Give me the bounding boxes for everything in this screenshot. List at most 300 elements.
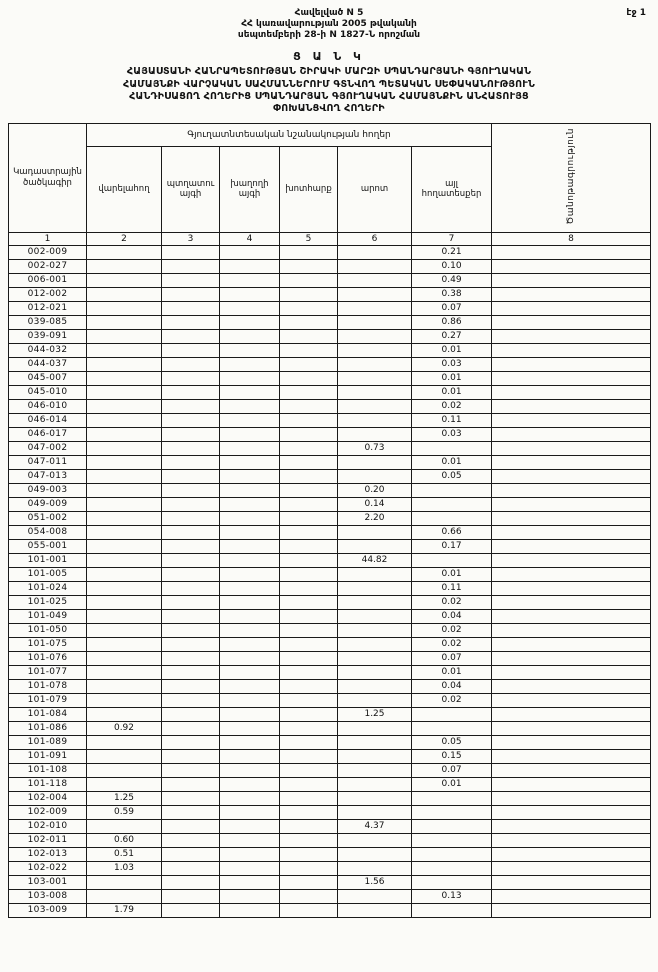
cell-arable bbox=[87, 357, 162, 371]
cell-vineyard bbox=[220, 693, 280, 707]
cell-pasture bbox=[338, 861, 412, 875]
cell-pasture: 1.25 bbox=[338, 707, 412, 721]
cell-pasture bbox=[338, 287, 412, 301]
table-row bbox=[9, 483, 651, 497]
cadastral-code-cell: 046-014 bbox=[9, 413, 87, 427]
cell-note bbox=[492, 763, 651, 777]
cell-pasture bbox=[338, 343, 412, 357]
cell-hayfield bbox=[280, 833, 338, 847]
cell-orchard bbox=[162, 329, 220, 343]
cell-note bbox=[492, 427, 651, 441]
cell-vineyard bbox=[220, 469, 280, 483]
cell-pasture bbox=[338, 315, 412, 329]
cell-orchard bbox=[162, 483, 220, 497]
cadastral-code-cell: 101-089 bbox=[9, 735, 87, 749]
cadastral-code-cell: 045-010 bbox=[9, 385, 87, 399]
cell-orchard bbox=[162, 511, 220, 525]
cell-hayfield bbox=[280, 875, 338, 889]
cell-orchard bbox=[162, 539, 220, 553]
cell-arable bbox=[87, 483, 162, 497]
cell-note bbox=[492, 511, 651, 525]
table-row bbox=[9, 721, 651, 735]
cell-vineyard bbox=[220, 777, 280, 791]
table-row bbox=[9, 469, 651, 483]
cell-pasture bbox=[338, 399, 412, 413]
cadastral-code-cell: 101-076 bbox=[9, 651, 87, 665]
cell-arable bbox=[87, 371, 162, 385]
cell-hayfield bbox=[280, 343, 338, 357]
column-number: 3 bbox=[162, 232, 220, 245]
cell-pasture bbox=[338, 777, 412, 791]
cell-vineyard bbox=[220, 623, 280, 637]
table-row bbox=[9, 427, 651, 441]
table-row bbox=[9, 273, 651, 287]
cell-arable bbox=[87, 777, 162, 791]
cell-orchard bbox=[162, 273, 220, 287]
table-row bbox=[9, 875, 651, 889]
cadastral-code-cell: 012-002 bbox=[9, 287, 87, 301]
table-row bbox=[9, 315, 651, 329]
table-row bbox=[9, 861, 651, 875]
cell-other-lands: 0.02 bbox=[412, 693, 492, 707]
cell-other-lands bbox=[412, 483, 492, 497]
cell-other-lands bbox=[412, 721, 492, 735]
cell-hayfield bbox=[280, 609, 338, 623]
cell-note bbox=[492, 483, 651, 497]
cell-orchard bbox=[162, 749, 220, 763]
column-number: 2 bbox=[87, 232, 162, 245]
table-row bbox=[9, 805, 651, 819]
table-row bbox=[9, 595, 651, 609]
cell-other-lands: 0.86 bbox=[412, 315, 492, 329]
cadastral-code-cell: 047-013 bbox=[9, 469, 87, 483]
cell-note bbox=[492, 539, 651, 553]
cell-note bbox=[492, 693, 651, 707]
cell-orchard bbox=[162, 693, 220, 707]
cadastral-code-cell: 101-091 bbox=[9, 749, 87, 763]
cell-pasture bbox=[338, 805, 412, 819]
column-number: 7 bbox=[412, 232, 492, 245]
cell-other-lands: 0.49 bbox=[412, 273, 492, 287]
cell-hayfield bbox=[280, 777, 338, 791]
cell-arable bbox=[87, 441, 162, 455]
table-header bbox=[9, 123, 651, 245]
cell-hayfield bbox=[280, 889, 338, 903]
cell-vineyard bbox=[220, 805, 280, 819]
cell-pasture bbox=[338, 637, 412, 651]
cell-orchard bbox=[162, 385, 220, 399]
cell-vineyard bbox=[220, 707, 280, 721]
table-row bbox=[9, 623, 651, 637]
cadastral-code-cell: 101-050 bbox=[9, 623, 87, 637]
table-row bbox=[9, 259, 651, 273]
cell-other-lands: 0.03 bbox=[412, 427, 492, 441]
cell-arable bbox=[87, 609, 162, 623]
cell-hayfield bbox=[280, 469, 338, 483]
cell-vineyard bbox=[220, 735, 280, 749]
cell-note bbox=[492, 315, 651, 329]
cell-note bbox=[492, 847, 651, 861]
cell-hayfield bbox=[280, 511, 338, 525]
cell-pasture: 1.56 bbox=[338, 875, 412, 889]
table-row bbox=[9, 581, 651, 595]
cell-orchard bbox=[162, 651, 220, 665]
group-header-agricultural-lands: Գյուղատնտեսական նշանակության հողեր bbox=[87, 123, 492, 146]
cell-hayfield bbox=[280, 595, 338, 609]
cell-pasture bbox=[338, 749, 412, 763]
table-row bbox=[9, 763, 651, 777]
cell-other-lands bbox=[412, 875, 492, 889]
appendix-line: ՀՀ կառավարության 2005 թվականի bbox=[241, 18, 417, 29]
cell-note bbox=[492, 329, 651, 343]
cell-vineyard bbox=[220, 315, 280, 329]
cadastral-code-cell: 039-085 bbox=[9, 315, 87, 329]
cell-hayfield bbox=[280, 497, 338, 511]
cell-pasture bbox=[338, 623, 412, 637]
table-row bbox=[9, 679, 651, 693]
cell-note bbox=[492, 455, 651, 469]
cell-note bbox=[492, 595, 651, 609]
cell-other-lands: 0.01 bbox=[412, 567, 492, 581]
cell-other-lands: 0.15 bbox=[412, 749, 492, 763]
cell-vineyard bbox=[220, 567, 280, 581]
table-row bbox=[9, 245, 651, 259]
column-number: 1 bbox=[9, 232, 87, 245]
cell-hayfield bbox=[280, 581, 338, 595]
table-row bbox=[9, 637, 651, 651]
cell-orchard bbox=[162, 735, 220, 749]
cell-other-lands bbox=[412, 553, 492, 567]
table-row bbox=[9, 651, 651, 665]
cell-pasture bbox=[338, 357, 412, 371]
cell-other-lands: 0.05 bbox=[412, 469, 492, 483]
cell-pasture bbox=[338, 413, 412, 427]
cell-hayfield bbox=[280, 903, 338, 917]
table-row bbox=[9, 385, 651, 399]
cell-note bbox=[492, 385, 651, 399]
cell-other-lands: 0.07 bbox=[412, 763, 492, 777]
cadastral-code-cell: 006-001 bbox=[9, 273, 87, 287]
cell-arable bbox=[87, 469, 162, 483]
title-caption: Ց Ա Ն Կ bbox=[293, 50, 365, 63]
cell-hayfield bbox=[280, 567, 338, 581]
cell-pasture bbox=[338, 693, 412, 707]
cell-orchard bbox=[162, 763, 220, 777]
cell-note bbox=[492, 301, 651, 315]
cell-note bbox=[492, 399, 651, 413]
cell-arable bbox=[87, 259, 162, 273]
cell-orchard bbox=[162, 777, 220, 791]
cell-orchard bbox=[162, 567, 220, 581]
cell-pasture bbox=[338, 259, 412, 273]
cell-other-lands: 0.11 bbox=[412, 413, 492, 427]
cell-other-lands: 0.27 bbox=[412, 329, 492, 343]
cadastral-code-cell: 101-084 bbox=[9, 707, 87, 721]
cell-arable bbox=[87, 763, 162, 777]
cell-orchard bbox=[162, 623, 220, 637]
cell-other-lands bbox=[412, 833, 492, 847]
cell-other-lands bbox=[412, 861, 492, 875]
cell-vineyard bbox=[220, 875, 280, 889]
cell-hayfield bbox=[280, 399, 338, 413]
cadastral-code-cell: 102-009 bbox=[9, 805, 87, 819]
cell-pasture: 2.20 bbox=[338, 511, 412, 525]
cell-pasture bbox=[338, 679, 412, 693]
table-row bbox=[9, 553, 651, 567]
table-row bbox=[9, 791, 651, 805]
cell-orchard bbox=[162, 805, 220, 819]
table-row bbox=[9, 693, 651, 707]
cell-orchard bbox=[162, 301, 220, 315]
cell-pasture bbox=[338, 609, 412, 623]
cadastral-code-cell: 101-108 bbox=[9, 763, 87, 777]
cell-orchard bbox=[162, 665, 220, 679]
cell-vineyard bbox=[220, 245, 280, 259]
table-row bbox=[9, 511, 651, 525]
cell-other-lands: 0.01 bbox=[412, 455, 492, 469]
cell-note bbox=[492, 371, 651, 385]
cell-arable bbox=[87, 385, 162, 399]
cell-vineyard bbox=[220, 637, 280, 651]
table-row bbox=[9, 609, 651, 623]
cell-hayfield bbox=[280, 315, 338, 329]
cell-orchard bbox=[162, 707, 220, 721]
cell-arable: 1.03 bbox=[87, 861, 162, 875]
cadastral-code-cell: 101-075 bbox=[9, 637, 87, 651]
cell-pasture bbox=[338, 427, 412, 441]
cell-other-lands: 0.02 bbox=[412, 399, 492, 413]
cell-other-lands bbox=[412, 903, 492, 917]
cell-vineyard bbox=[220, 833, 280, 847]
cell-pasture bbox=[338, 539, 412, 553]
cell-arable: 1.25 bbox=[87, 791, 162, 805]
cell-arable bbox=[87, 637, 162, 651]
cadastral-code-cell: 044-037 bbox=[9, 357, 87, 371]
cadastral-code-cell: 102-010 bbox=[9, 819, 87, 833]
cell-note bbox=[492, 441, 651, 455]
cell-orchard bbox=[162, 679, 220, 693]
cell-hayfield bbox=[280, 791, 338, 805]
cell-arable bbox=[87, 819, 162, 833]
cadastral-code-cell: 039-091 bbox=[9, 329, 87, 343]
cell-vineyard bbox=[220, 343, 280, 357]
cell-orchard bbox=[162, 903, 220, 917]
column-number: 6 bbox=[338, 232, 412, 245]
cell-vineyard bbox=[220, 427, 280, 441]
cell-note bbox=[492, 567, 651, 581]
table-row bbox=[9, 343, 651, 357]
cell-orchard bbox=[162, 609, 220, 623]
cell-arable bbox=[87, 315, 162, 329]
cell-vineyard bbox=[220, 441, 280, 455]
note-header-vertical-text: Ծանոթագրություն bbox=[566, 127, 577, 225]
cell-note bbox=[492, 553, 651, 567]
cell-arable bbox=[87, 875, 162, 889]
cell-orchard bbox=[162, 413, 220, 427]
table-row bbox=[9, 371, 651, 385]
table-row bbox=[9, 497, 651, 511]
cell-hayfield bbox=[280, 287, 338, 301]
cadastral-code-cell: 101-077 bbox=[9, 665, 87, 679]
column-number: 4 bbox=[220, 232, 280, 245]
cell-other-lands: 0.21 bbox=[412, 245, 492, 259]
cell-other-lands bbox=[412, 791, 492, 805]
cell-vineyard bbox=[220, 357, 280, 371]
cell-other-lands: 0.05 bbox=[412, 735, 492, 749]
cell-pasture: 0.20 bbox=[338, 483, 412, 497]
cell-hayfield bbox=[280, 707, 338, 721]
cell-hayfield bbox=[280, 665, 338, 679]
cadastral-code-cell: 049-009 bbox=[9, 497, 87, 511]
cell-pasture bbox=[338, 469, 412, 483]
cadastral-code-cell: 044-032 bbox=[9, 343, 87, 357]
cell-note bbox=[492, 651, 651, 665]
cell-arable bbox=[87, 427, 162, 441]
cell-pasture bbox=[338, 455, 412, 469]
cell-note bbox=[492, 721, 651, 735]
cell-pasture bbox=[338, 665, 412, 679]
appendix-reference bbox=[8, 8, 650, 40]
cell-vineyard bbox=[220, 553, 280, 567]
cell-hayfield bbox=[280, 301, 338, 315]
cell-vineyard bbox=[220, 539, 280, 553]
cell-arable bbox=[87, 679, 162, 693]
cell-pasture: 0.73 bbox=[338, 441, 412, 455]
cell-note bbox=[492, 875, 651, 889]
cell-hayfield bbox=[280, 637, 338, 651]
cell-orchard bbox=[162, 525, 220, 539]
cell-arable: 0.92 bbox=[87, 721, 162, 735]
cell-note bbox=[492, 609, 651, 623]
cadastral-code-cell: 101-001 bbox=[9, 553, 87, 567]
cell-other-lands: 0.01 bbox=[412, 777, 492, 791]
cell-orchard bbox=[162, 581, 220, 595]
cell-arable bbox=[87, 511, 162, 525]
cell-other-lands: 0.02 bbox=[412, 595, 492, 609]
cell-other-lands: 0.04 bbox=[412, 679, 492, 693]
cadastral-code-cell: 046-017 bbox=[9, 427, 87, 441]
cell-hayfield bbox=[280, 385, 338, 399]
table-row bbox=[9, 329, 651, 343]
table-row bbox=[9, 413, 651, 427]
cell-other-lands: 0.01 bbox=[412, 343, 492, 357]
cell-pasture bbox=[338, 847, 412, 861]
cell-pasture bbox=[338, 567, 412, 581]
cadastral-code-cell: 101-079 bbox=[9, 693, 87, 707]
cell-arable: 0.59 bbox=[87, 805, 162, 819]
cell-note bbox=[492, 861, 651, 875]
cell-orchard bbox=[162, 343, 220, 357]
cell-other-lands bbox=[412, 805, 492, 819]
cell-vineyard bbox=[220, 581, 280, 595]
table-row bbox=[9, 357, 651, 371]
cell-other-lands bbox=[412, 707, 492, 721]
cell-orchard bbox=[162, 455, 220, 469]
cell-vineyard bbox=[220, 455, 280, 469]
cell-arable bbox=[87, 581, 162, 595]
cell-orchard bbox=[162, 875, 220, 889]
cell-note bbox=[492, 903, 651, 917]
cell-note bbox=[492, 819, 651, 833]
cell-pasture bbox=[338, 903, 412, 917]
cell-arable bbox=[87, 749, 162, 763]
cadastral-code-cell: 101-078 bbox=[9, 679, 87, 693]
cell-vineyard bbox=[220, 651, 280, 665]
cadastral-code-cell: 002-027 bbox=[9, 259, 87, 273]
cell-hayfield bbox=[280, 679, 338, 693]
cell-hayfield bbox=[280, 805, 338, 819]
cell-pasture bbox=[338, 371, 412, 385]
cell-note bbox=[492, 357, 651, 371]
cell-note bbox=[492, 245, 651, 259]
col-header-note bbox=[492, 123, 651, 232]
cell-orchard bbox=[162, 595, 220, 609]
document-title bbox=[8, 50, 650, 116]
cell-hayfield bbox=[280, 651, 338, 665]
cell-pasture bbox=[338, 273, 412, 287]
cell-orchard bbox=[162, 259, 220, 273]
cell-other-lands bbox=[412, 441, 492, 455]
cell-note bbox=[492, 791, 651, 805]
cell-arable bbox=[87, 301, 162, 315]
table-row bbox=[9, 399, 651, 413]
cadastral-code-cell: 101-118 bbox=[9, 777, 87, 791]
cell-hayfield bbox=[280, 539, 338, 553]
cell-note bbox=[492, 889, 651, 903]
cell-note bbox=[492, 665, 651, 679]
cell-other-lands bbox=[412, 497, 492, 511]
col-header-other-lands: այլ հողատեսքեր bbox=[412, 146, 492, 232]
cell-orchard bbox=[162, 399, 220, 413]
cell-vineyard bbox=[220, 497, 280, 511]
cadastral-code-cell: 101-049 bbox=[9, 609, 87, 623]
cell-hayfield bbox=[280, 763, 338, 777]
cell-note bbox=[492, 343, 651, 357]
cell-vineyard bbox=[220, 749, 280, 763]
cell-hayfield bbox=[280, 553, 338, 567]
cell-note bbox=[492, 679, 651, 693]
table-row bbox=[9, 749, 651, 763]
cell-vineyard bbox=[220, 889, 280, 903]
cell-arable bbox=[87, 413, 162, 427]
cell-vineyard bbox=[220, 371, 280, 385]
cell-other-lands bbox=[412, 819, 492, 833]
cell-other-lands: 0.02 bbox=[412, 637, 492, 651]
cell-pasture bbox=[338, 245, 412, 259]
cadastral-code-cell: 101-086 bbox=[9, 721, 87, 735]
cell-other-lands: 0.07 bbox=[412, 651, 492, 665]
cell-orchard bbox=[162, 791, 220, 805]
cell-hayfield bbox=[280, 273, 338, 287]
cell-vineyard bbox=[220, 511, 280, 525]
document-header bbox=[8, 6, 650, 44]
cell-vineyard bbox=[220, 847, 280, 861]
cell-vineyard bbox=[220, 721, 280, 735]
cell-vineyard bbox=[220, 763, 280, 777]
title-line: ՀԱՄԱՅՆՔԻ ՎԱՐՉԱԿԱՆ ՍԱՀՄԱՆՆԵՐՈՒՄ ԳՏՆՎՈՂ ՊԵՏԱԿԱՆ ՍԵՓԱԿԱՆՈՒԹՅՈՒՆ bbox=[123, 78, 535, 90]
cell-pasture bbox=[338, 833, 412, 847]
cell-hayfield bbox=[280, 483, 338, 497]
cell-orchard bbox=[162, 315, 220, 329]
cadastral-code-cell: 012-021 bbox=[9, 301, 87, 315]
cell-hayfield bbox=[280, 623, 338, 637]
cell-other-lands: 0.38 bbox=[412, 287, 492, 301]
col-header-hayfield: խոտհարք bbox=[280, 146, 338, 232]
table-row bbox=[9, 903, 651, 917]
cell-orchard bbox=[162, 637, 220, 651]
cell-pasture bbox=[338, 651, 412, 665]
cell-note bbox=[492, 707, 651, 721]
